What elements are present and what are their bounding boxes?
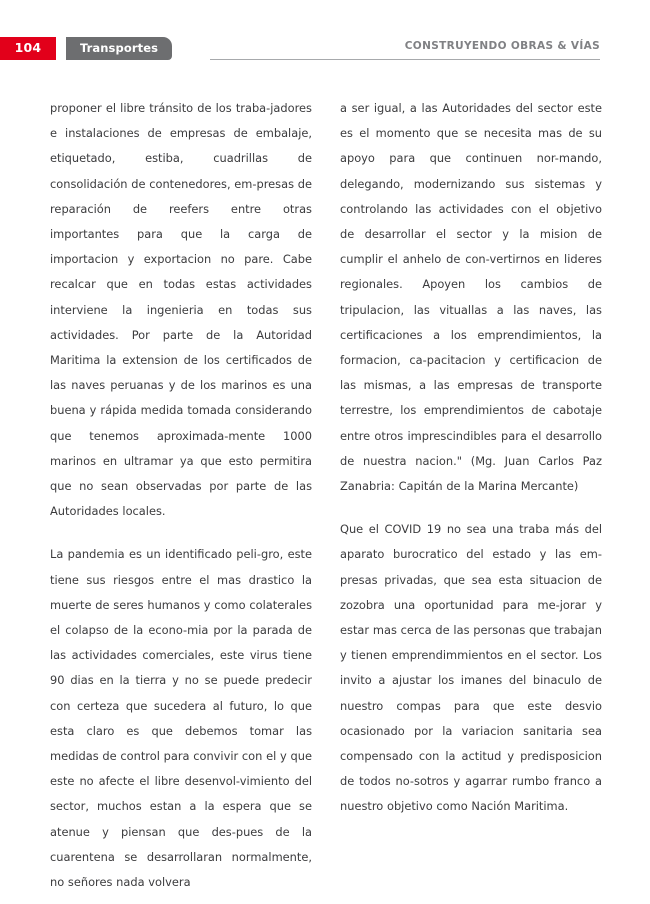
left-column <box>50 96 312 895</box>
article-columns <box>0 96 650 895</box>
paragraph: a ser igual, a las Autoridades del sector este es el momento que se necesita mas de su apoyo para que continuen nor-mando, delegando, modernizando sus sistemas y controlando las actividades con el objetivo de desarrollar el sector y la mision de cumplir el anhelo de con-vertirnos en lideres regionales. Apoyen los cambios de tripulacion, las vituallas a las naves, las certificaciones a los emprendimientos, la formacion, ca-pacitacion y certificacion de las mismas, a las empresas de transporte terrestre, los emprendimientos de cabotaje entre otros imprescindibles para el desarrollo de nuestra nacion." (Mg. Juan Carlos Paz Zanabria: Capitán de la Marina Mercante) <box>340 101 602 494</box>
paragraph: proponer el libre tránsito de los traba-jadores e instalaciones de empresas de embalaje, etiquetado, estiba, cuadrillas de consolidación de contenedores, em-presas de reparación de reefers entre otras importantes para que la carga de importacion y exportacion no pare. Cabe recalcar que en todas estas actividades interviene la ingenieria en todas sus actividades. Por parte de la Autoridad Maritima la extension de los certificados de las naves peruanas y de los marinos es una buena y rápida medida tomada considerando que tenemos aproximada-mente 1000 marinos en ultramar ya que esto permitira que no sean observadas por parte de las Autoridades locales. <box>50 101 312 519</box>
page-header <box>0 37 650 63</box>
page-number-badge: 104 <box>0 37 56 60</box>
header-divider-rule <box>210 59 600 60</box>
paragraph: Que el COVID 19 no sea una traba más del aparato burocratico del estado y las em-presas privadas, que sea esta situacion de zozobra una oportunidad para me-jorar y estar mas cerca de las personas que trabajan y tienen emprendimmientos en el sector. Los invito a ajustar los imanes del binaculo de nuestro compas para que este desvio ocasionado por la variacion sanitaria sea compensado con la actitud y predisposicion de todos no-sotros y agarrar rumbo franco a nuestro objetivo como Nación Maritima. <box>340 522 602 814</box>
magazine-title: CONSTRUYENDO OBRAS & VÍAS <box>404 40 600 52</box>
right-column <box>340 96 602 895</box>
paragraph: La pandemia es un identificado peli-gro, este tiene sus riesgos entre el mas drastico la muerte de seres humanos y como colaterales el colapso de la econo-mia por la parada de las actividades comerciales, este virus tiene 90 dias en la tierra y no se puede predecir con certeza que sucedera al futuro, lo que esta claro es que debemos tomar las medidas de control para convivir con el y que este no afecte el libre desenvol-vimiento del sector, muchos estan a la espera que se atenue y piensan que des-pues de la cuarentena se desarrollaran normalmente, no señores nada volvera <box>50 547 312 890</box>
section-name-badge: Transportes <box>66 37 172 60</box>
